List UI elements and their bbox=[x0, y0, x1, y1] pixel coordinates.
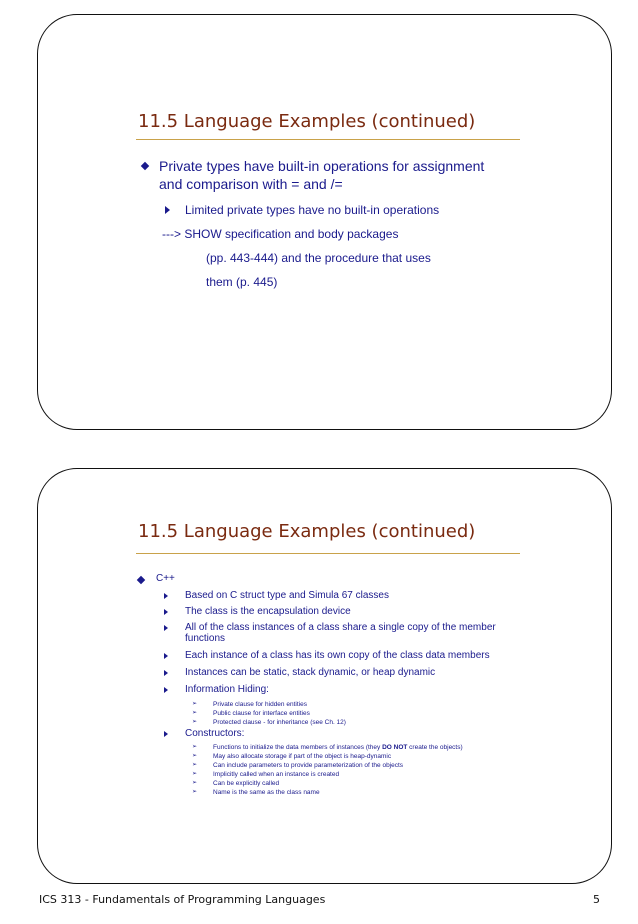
indent-line-2: them (p. 445) bbox=[206, 275, 278, 289]
diamond-bullet-icon bbox=[137, 576, 145, 584]
list-item: Instances can be static, stack dynamic, or heap dynamic bbox=[185, 667, 436, 678]
sub-list-item bbox=[213, 743, 463, 752]
bullet-text-line-1: Private types have built-in operations for assignment bbox=[159, 158, 485, 174]
sub-list-item: Name is the same as the class name bbox=[213, 789, 320, 796]
triangle-bullet-icon bbox=[164, 731, 168, 737]
show-line: ---> SHOW specification and body packages bbox=[162, 227, 399, 241]
sub-list-item: Public clause for interface entities bbox=[213, 710, 310, 717]
slide-1-title: 11.5 Language Examples (continued) bbox=[138, 111, 476, 132]
arrow-bullet-icon: ➢ bbox=[192, 701, 198, 707]
triangle-bullet-icon bbox=[164, 653, 168, 659]
footer-course: ICS 313 - Fundamentals of Programming Languages bbox=[39, 893, 326, 906]
sub-list-item-part: create the objects) bbox=[407, 744, 463, 751]
footer-page-number: 5 bbox=[593, 893, 600, 906]
arrow-bullet-icon: ➢ bbox=[192, 719, 198, 725]
sub-list-item: Implicitly called when an instance is created bbox=[213, 771, 340, 778]
triangle-bullet-icon bbox=[164, 687, 168, 693]
arrow-bullet-icon: ➢ bbox=[192, 780, 198, 786]
sub-list-item: Can include parameters to provide parameterization of the objects bbox=[213, 762, 404, 769]
cpp-label: C++ bbox=[156, 573, 175, 584]
sub-list-item: Private clause for hidden entities bbox=[213, 701, 307, 708]
arrow-bullet-icon: ➢ bbox=[192, 753, 198, 759]
arrow-bullet-icon: ➢ bbox=[192, 744, 198, 750]
triangle-bullet-icon bbox=[164, 670, 168, 676]
list-item: The class is the encapsulation device bbox=[185, 606, 351, 617]
slide-1 bbox=[37, 14, 612, 430]
slide-2-title: 11.5 Language Examples (continued) bbox=[138, 521, 476, 542]
triangle-bullet-icon bbox=[165, 206, 170, 214]
bullet-text-line-2: and comparison with = and /= bbox=[159, 176, 343, 192]
emphasis-text: DO NOT bbox=[382, 744, 408, 751]
list-item: Information Hiding: bbox=[185, 684, 269, 695]
arrow-bullet-icon: ➢ bbox=[192, 710, 198, 716]
triangle-bullet-icon bbox=[164, 625, 168, 631]
title-rule bbox=[136, 553, 520, 554]
slide-2 bbox=[37, 468, 612, 884]
sub-list-item: Can be explicitly called bbox=[213, 780, 280, 787]
sub-list-item-part: Functions to initialize the data members of instances (they bbox=[213, 744, 383, 751]
arrow-bullet-icon: ➢ bbox=[192, 762, 198, 768]
sub-bullet-text: Limited private types have no built-in operations bbox=[185, 203, 440, 217]
title-rule bbox=[136, 139, 520, 140]
sub-list-item: May also allocate storage if part of the object is heap-dynamic bbox=[213, 753, 392, 760]
list-item: All of the class instances of a class share a single copy of the member bbox=[185, 622, 496, 633]
arrow-bullet-icon: ➢ bbox=[192, 789, 198, 795]
arrow-bullet-icon: ➢ bbox=[192, 771, 198, 777]
constructors-label: Constructors: bbox=[185, 728, 245, 739]
triangle-bullet-icon bbox=[164, 593, 168, 599]
triangle-bullet-icon bbox=[164, 609, 168, 615]
indent-line-1: (pp. 443-444) and the procedure that uses bbox=[206, 251, 431, 265]
list-item: Based on C struct type and Simula 67 classes bbox=[185, 590, 389, 601]
sub-list-item: Protected clause - for inheritance (see Ch. 12) bbox=[213, 719, 346, 726]
list-item-continued: functions bbox=[185, 633, 226, 644]
diamond-bullet-icon bbox=[141, 162, 149, 170]
list-item: Each instance of a class has its own copy of the class data members bbox=[185, 650, 490, 661]
